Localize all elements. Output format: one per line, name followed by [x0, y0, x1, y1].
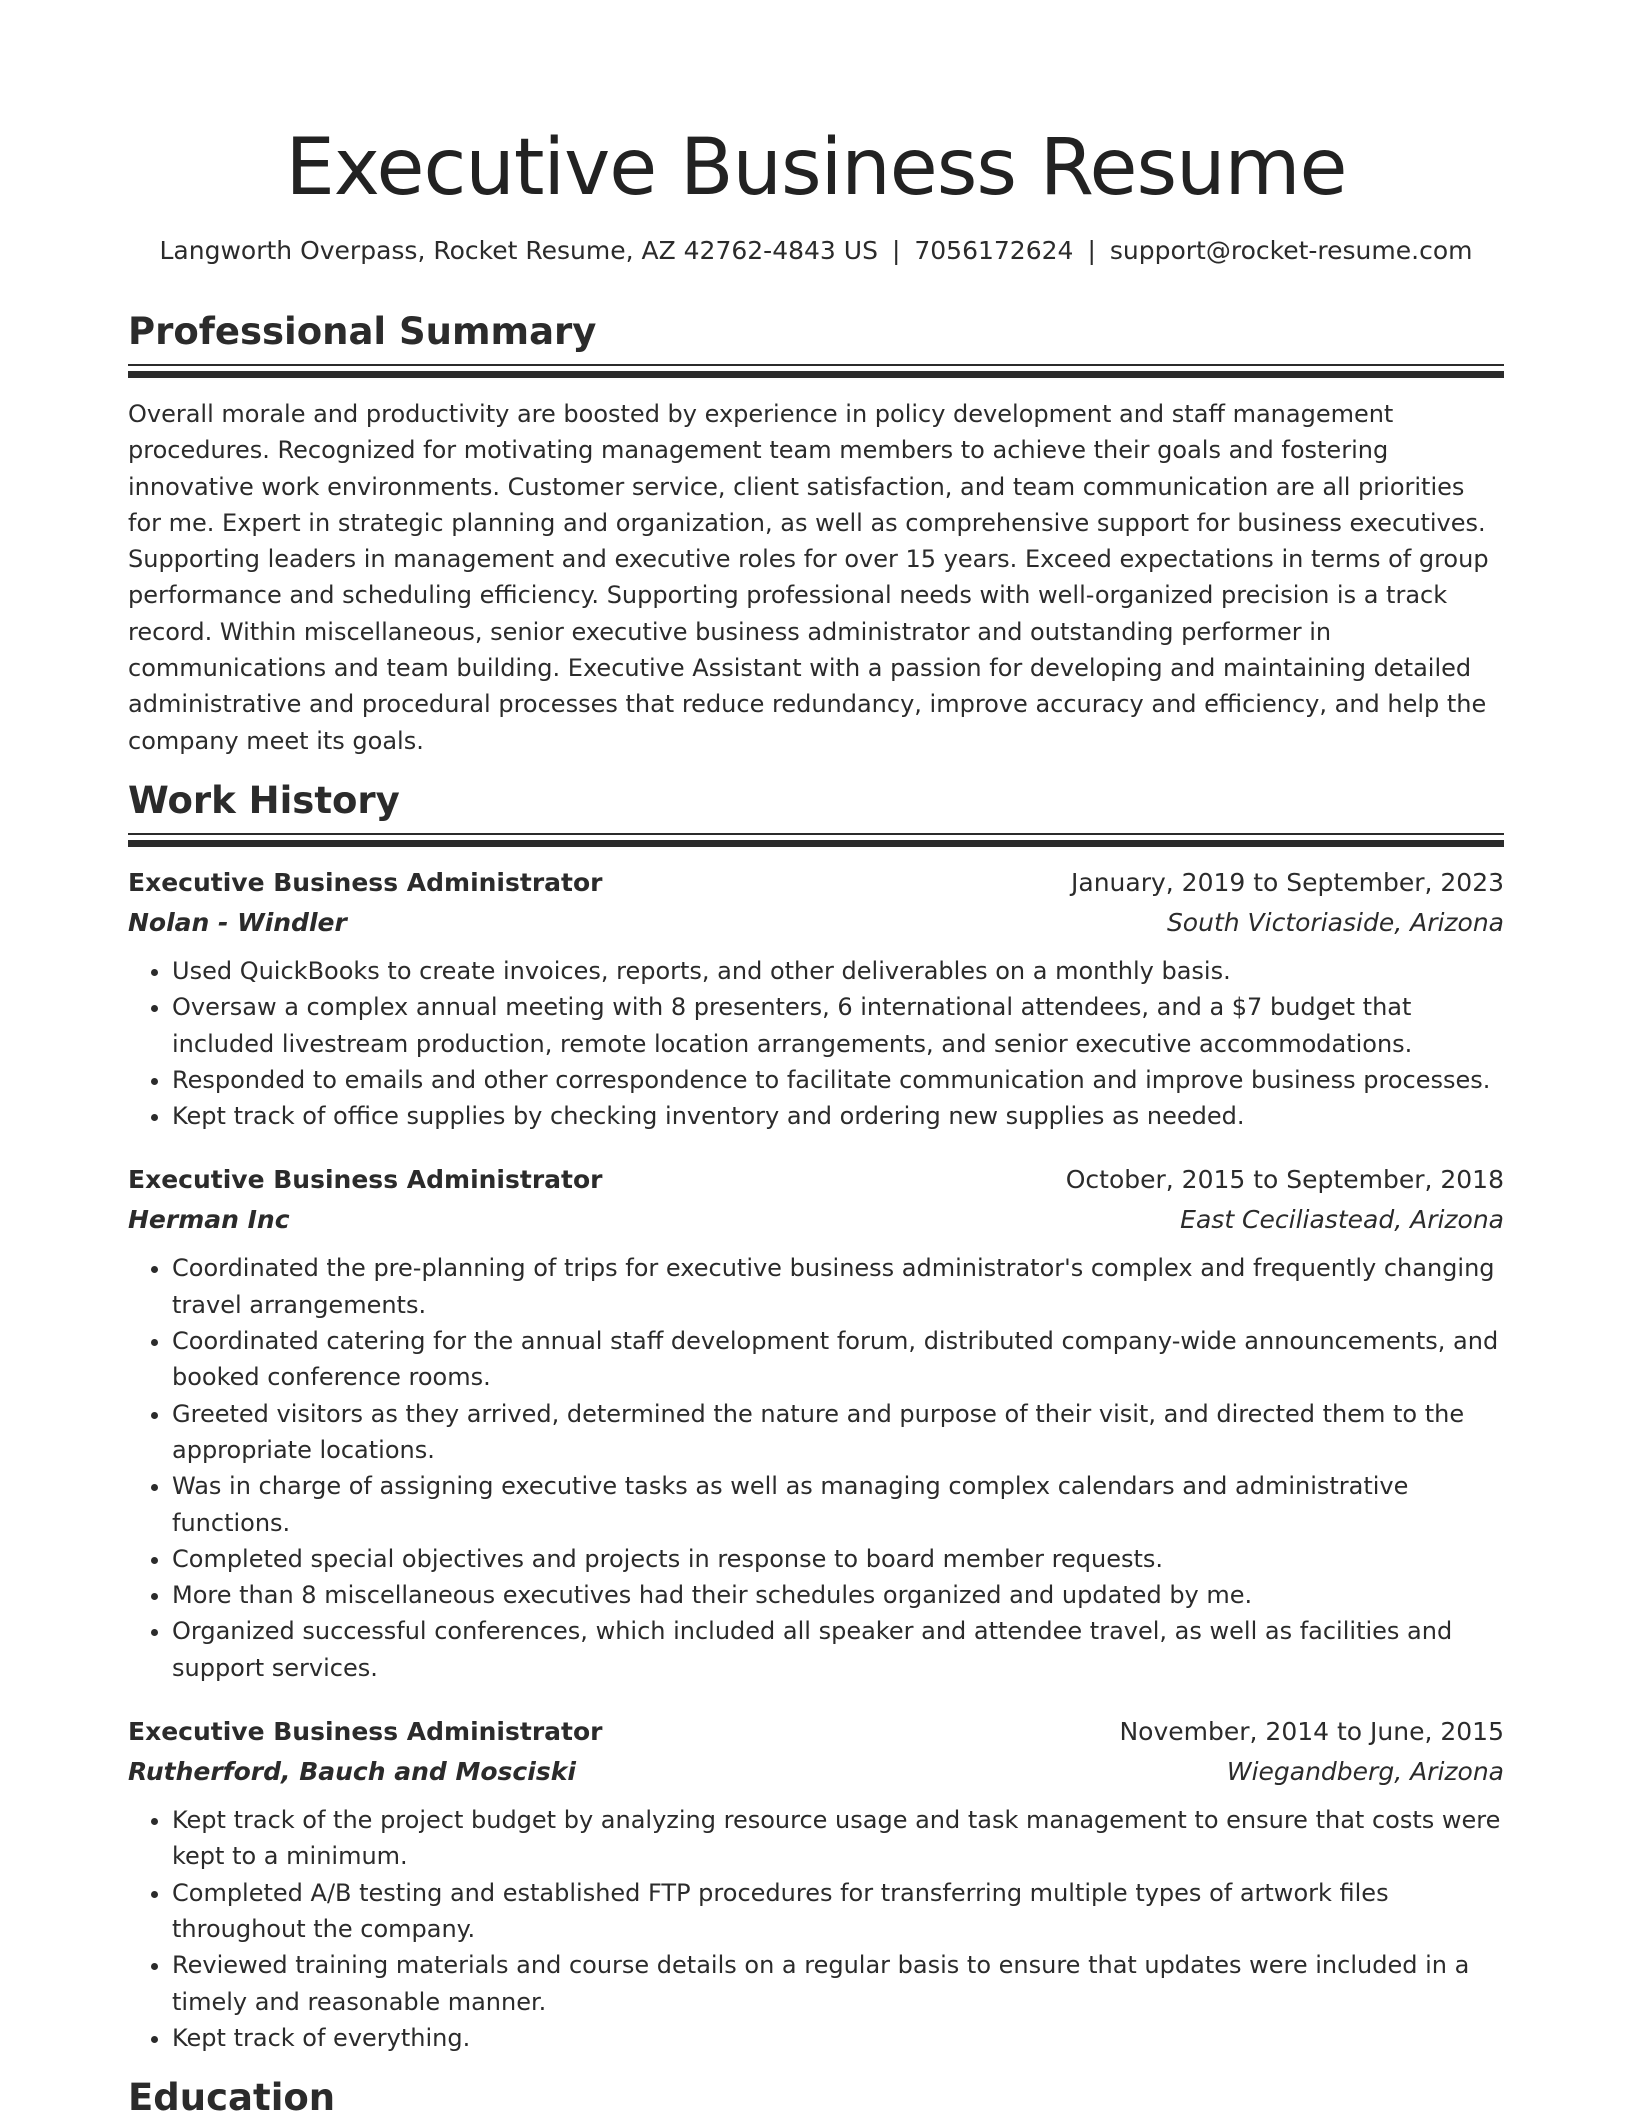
job-bullet: • Completed A/B testing and established FTP procedures for transferring multiple types of artwork files throughout the company.: [172, 1875, 1504, 1948]
job-title: Executive Business Administrator: [128, 867, 603, 897]
job-entry: [128, 1712, 1504, 2056]
job-header-row: [128, 1160, 1504, 1200]
job-bullets: [128, 1250, 1504, 1686]
job-bullet: • Kept track of office supplies by checking inventory and ordering new supplies as needed.: [172, 1098, 1504, 1134]
job-bullet: • Coordinated the pre-planning of trips for executive business administrator's complex and frequently changing travel arrangements.: [172, 1250, 1504, 1323]
job-bullet: • Kept track of everything.: [172, 2020, 1504, 2056]
contact-address: Langworth Overpass, Rocket Resume, AZ 42762-4843 US: [159, 236, 878, 265]
job-dates: October, 2015 to September, 2018: [1065, 1165, 1504, 1195]
job-bullets: [128, 1802, 1504, 2056]
job-header-row: [128, 863, 1504, 903]
job-location: South Victoriaside, Arizona: [1166, 907, 1504, 937]
job-company: Nolan - Windler: [128, 907, 347, 937]
job-bullet: • Used QuickBooks to create invoices, reports, and other deliverables on a monthly basis.: [172, 953, 1504, 989]
job-bullet: • Was in charge of assigning executive tasks as well as managing complex calendars and administrative functions.: [172, 1468, 1504, 1541]
job-bullets: [128, 953, 1504, 1134]
section-rule: [128, 833, 1504, 847]
job-bullet: • Kept track of the project budget by analyzing resource usage and task management to ensure that costs were kept to a minimum.: [172, 1802, 1504, 1875]
work-history-section: [128, 777, 1504, 2056]
summary-heading: Professional Summary: [128, 310, 597, 353]
job-company-row: [128, 1752, 1504, 1792]
job-bullet: • Completed special objectives and projects in response to board member requests.: [172, 1541, 1504, 1577]
contact-line: [128, 234, 1504, 268]
education-section: [128, 2074, 1504, 2122]
summary-section: [128, 308, 1504, 759]
job-bullet: • Coordinated catering for the annual staff development forum, distributed company-wide announcements, and booked conference rooms.: [172, 1323, 1504, 1396]
job-dates: January, 2019 to September, 2023: [1071, 867, 1504, 897]
job-entry: [128, 1160, 1504, 1686]
job-company: Herman Inc: [128, 1205, 290, 1235]
job-bullet: • Organized successful conferences, which included all speaker and attendee travel, as well as facilities and support services.: [172, 1613, 1504, 1686]
work-history-heading: Work History: [128, 778, 400, 822]
job-title: Executive Business Administrator: [128, 1717, 603, 1747]
job-entry: [128, 863, 1504, 1134]
job-bullet: • Reviewed training materials and course details on a regular basis to ensure that updates were included in a timely and reasonable manner.: [172, 1947, 1504, 2020]
job-bullet: • Responded to emails and other correspondence to facilitate communication and improve business processes.: [172, 1062, 1504, 1098]
job-location: Wiegandberg, Arizona: [1226, 1757, 1504, 1787]
job-company-row: [128, 903, 1504, 943]
contact-email: support@rocket-resume.com: [1109, 236, 1473, 265]
contact-separator: |: [1087, 236, 1096, 265]
job-title: Executive Business Administrator: [128, 1165, 603, 1195]
contact-phone: 7056172624: [914, 236, 1074, 265]
job-bullet: • More than 8 miscellaneous executives had their schedules organized and updated by me.: [172, 1577, 1504, 1613]
job-bullet: • Greeted visitors as they arrived, determined the nature and purpose of their visit, and directed them to the appropriate locations.: [172, 1396, 1504, 1469]
summary-text: Overall morale and productivity are boosted by experience in policy development and staff management procedures. Recognized for motivating management team members to achieve their goals and fostering innovative work environments. Customer service, client satisfaction, and team communication are all priorities for me. Expert in strategic planning and organization, as well as comprehensive support for business executives. Supporting leaders in management and executive roles for over 15 years. Exceed expectations in terms of group performance and scheduling efficiency. Supporting professional needs with well-organized precision is a track record. Within miscellaneous, senior executive business administrator and outstanding performer in communications and team building. Executive Assistant with a passion for developing and maintaining detailed administrative and procedural processes that reduce redundancy, improve accuracy and efficiency, and help the company meet its goals.: [128, 400, 1489, 755]
resume-page: [128, 118, 1504, 2122]
resume-name: Executive Business Resume: [285, 123, 1347, 213]
job-bullet: • Oversaw a complex annual meeting with 8 presenters, 6 international attendees, and a $7 budget that included livestream production, remote location arrangements, and senior executive accommodations.: [172, 989, 1504, 1062]
education-heading: Education: [128, 2076, 336, 2120]
section-rule: [128, 364, 1504, 378]
job-dates: November, 2014 to June, 2015: [1119, 1717, 1504, 1747]
contact-separator: |: [891, 236, 901, 265]
job-header-row: [128, 1712, 1504, 1752]
job-company: Rutherford, Bauch and Mosciski: [128, 1757, 576, 1787]
job-company-row: [128, 1200, 1504, 1240]
job-location: East Ceciliastead, Arizona: [1180, 1205, 1504, 1235]
